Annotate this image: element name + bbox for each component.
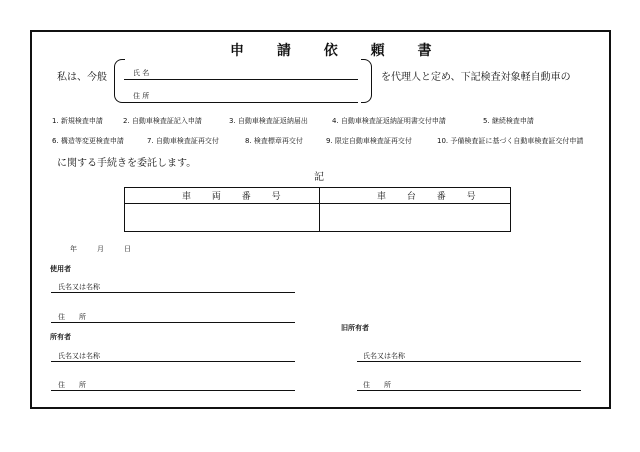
date-year: 年: [70, 245, 77, 253]
left-bracket: [114, 59, 125, 103]
former-owner-address-label: 住 所: [363, 381, 391, 389]
user-name-line: [51, 292, 295, 293]
user-address-label: 住 所: [58, 313, 86, 321]
item-3: 3. 自動車検査証返納届出: [229, 117, 308, 125]
former-owner-address-line: [357, 390, 581, 391]
item-8: 8. 検査標章再交付: [245, 137, 303, 145]
item-7: 7. 自動車検査証再交付: [147, 137, 219, 145]
item-6: 6. 構造等変更検査申請: [52, 137, 124, 145]
former-owner-heading: 旧所有者: [341, 324, 369, 332]
former-owner-name-label: 氏名又は名称: [363, 352, 405, 360]
agent-address-line: [124, 102, 358, 103]
owner-name-line: [51, 361, 295, 362]
table-header-separator: [125, 203, 510, 204]
former-owner-name-line: [357, 361, 581, 362]
agent-name-line: [124, 79, 358, 80]
owner-name-label: 氏名又は名称: [58, 352, 100, 360]
delegation-text: に関する手続きを委託します。: [57, 158, 197, 169]
item-1: 1. 新規検査申請: [52, 117, 103, 125]
vehicle-number-header: 車 両 番 号: [182, 192, 290, 202]
form-title: 申 請 依 頼 書: [230, 43, 446, 59]
agent-name-label: 氏 名: [133, 69, 150, 77]
intro-suffix: を代理人と定め、下記検査対象軽自動車の: [381, 72, 571, 83]
owner-heading: 所有者: [50, 333, 71, 341]
user-name-label: 氏名又は名称: [58, 283, 100, 291]
table-column-separator: [319, 188, 320, 231]
item-9: 9. 限定自動車検査証再交付: [326, 137, 412, 145]
user-heading: 使用者: [50, 265, 71, 273]
item-2: 2. 自動車検査証記入申請: [123, 117, 202, 125]
intro-prefix: 私は、今般: [57, 72, 107, 83]
date-month: 月: [97, 245, 104, 253]
owner-address-label: 住 所: [58, 381, 86, 389]
agent-address-label: 住 所: [133, 92, 150, 100]
chassis-number-header: 車 台 番 号: [377, 192, 485, 202]
date-day: 日: [124, 245, 131, 253]
item-5: 5. 継続検査申請: [483, 117, 534, 125]
item-4: 4. 自動車検査証返納証明書交付申請: [332, 117, 446, 125]
item-10: 10. 予備検査証に基づく自動車検査証交付申請: [437, 137, 584, 145]
right-bracket: [361, 59, 372, 103]
ki-heading: 記: [314, 172, 324, 183]
owner-address-line: [51, 390, 295, 391]
user-address-line: [51, 322, 295, 323]
vehicle-table: [124, 187, 511, 232]
